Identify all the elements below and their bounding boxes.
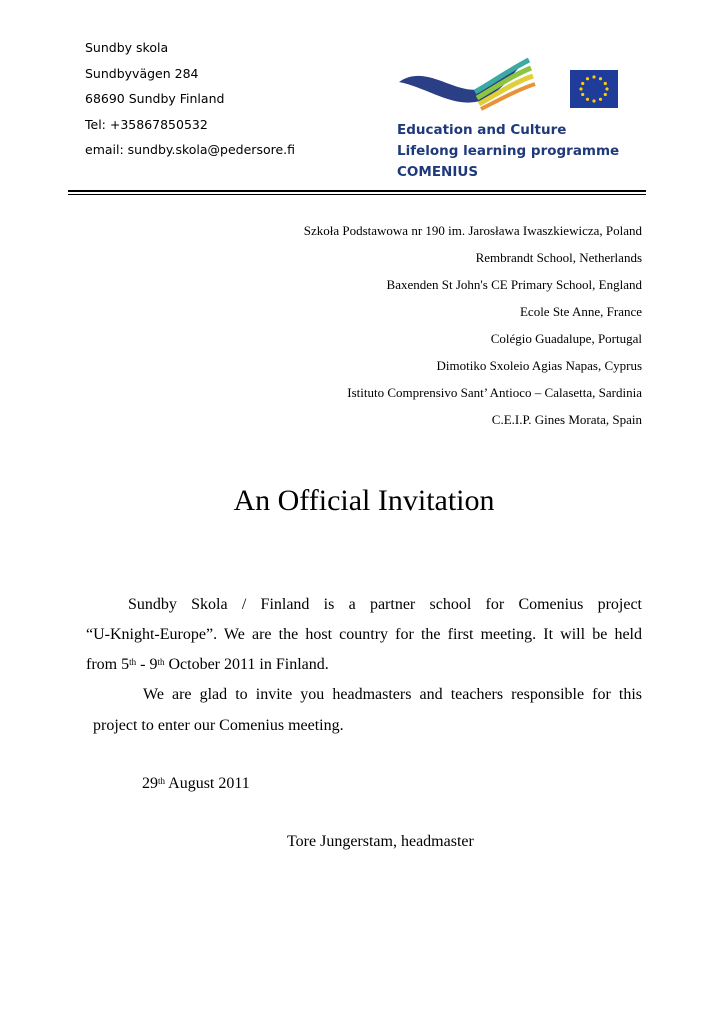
- recipient-item: Istituto Comprensivo Sant’ Antioco – Calasetta, Sardinia: [347, 385, 642, 400]
- paragraph-1-line-2: “U-Knight-Europe”. We are the host country for the first meeting. It will be held: [86, 626, 642, 643]
- recipient-item: Szkoła Podstawowa nr 190 im. Jarosława Iwaszkiewicza, Poland: [303, 223, 642, 238]
- letter-date: [142, 774, 250, 794]
- recipient-item: Rembrandt School, Netherlands: [475, 250, 642, 265]
- text-fragment: October 2011 in Finland.: [164, 656, 329, 673]
- logo-line-2: Lifelong learning programme: [397, 143, 620, 159]
- signature: Tore Jungerstam, headmaster: [287, 833, 474, 850]
- logo-line-1: Education and Culture: [397, 122, 567, 138]
- logo-line-3: COMENIUS: [397, 164, 479, 180]
- text-fragment: - 9: [136, 656, 158, 673]
- superscript: th: [157, 657, 165, 667]
- recipient-item: Colégio Guadalupe, Portugal: [490, 331, 642, 346]
- text-fragment: from 5: [86, 656, 130, 673]
- eu-flag-icon: [570, 70, 618, 108]
- recipient-item: Dimotiko Sxoleio Agias Napas, Cyprus: [436, 358, 642, 373]
- header-divider-thick: [68, 190, 646, 192]
- date-rest: August 2011: [165, 775, 250, 792]
- paragraph-1-line-3: [86, 655, 329, 675]
- recipient-item: C.E.I.P. Gines Morata, Spain: [491, 412, 642, 427]
- header-divider-thin: [68, 194, 646, 195]
- sender-email: email: sundby.skola@pedersore.fi: [85, 142, 296, 157]
- sender-name: Sundby skola: [85, 40, 169, 55]
- page-title: An Official Invitation: [233, 484, 495, 517]
- recipient-item: Ecole Ste Anne, France: [519, 304, 642, 319]
- superscript: th: [129, 657, 137, 667]
- recipient-list: [304, 223, 642, 439]
- sender-city: 68690 Sundby Finland: [85, 91, 225, 106]
- superscript: th: [158, 776, 166, 786]
- swoosh-icon: [397, 52, 537, 114]
- sender-address: [85, 40, 295, 168]
- sender-phone: Tel: +35867850532: [85, 116, 208, 132]
- paragraph-2-line-1: We are glad to invite you headmasters and teachers responsible for this: [143, 686, 642, 703]
- sender-street: Sundbyvägen 284: [85, 65, 199, 81]
- recipient-item: Baxenden St John's CE Primary School, England: [386, 277, 642, 292]
- paragraph-2-line-2: project to enter our Comenius meeting.: [93, 717, 344, 734]
- education-culture-logo: [392, 52, 632, 184]
- paragraph-1-line-1: Sundby Skola / Finland is a partner school for Comenius project: [128, 596, 642, 613]
- logo-text: [397, 120, 619, 183]
- date-day: 29: [142, 775, 158, 792]
